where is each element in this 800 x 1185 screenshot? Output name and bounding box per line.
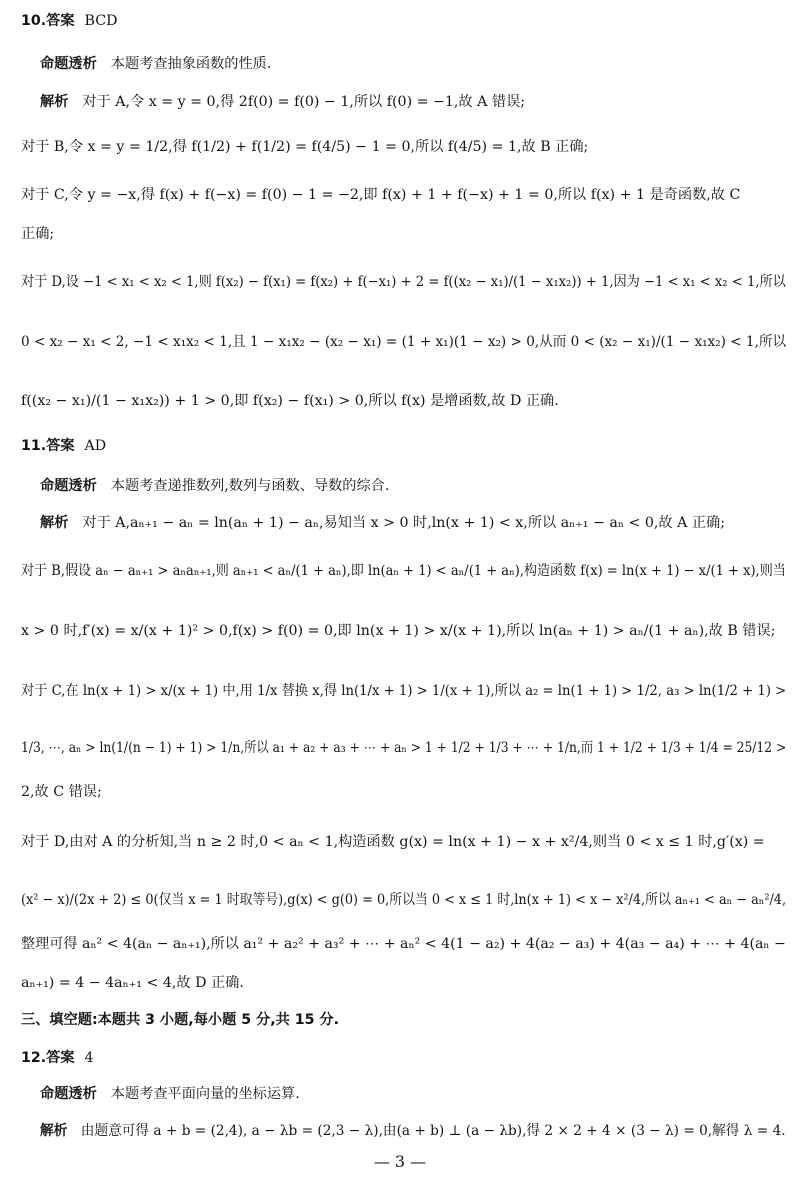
q12-line: 由题意可得 a + b = (2,4), a − λb = (2,3 − λ),由(a + b) ⊥ (a − λb),得 2 × 2 + 4 × (3 − λ) = 0,解得 λ = 4. <box>80 1123 786 1139</box>
q12-solution-line <box>40 1120 786 1142</box>
q11-line: 整理可得 aₙ² < 4(aₙ − aₙ₊₁),所以 a₁² + a₂² + a₃² + ⋯ + aₙ² < 4(1 − a₂) + 4(a₂ − a₃) + 4(a₃ − a₄) + ⋯ + 4(aₙ − <box>21 936 786 952</box>
page-number: — 3 — <box>373 1152 427 1171</box>
q10-answer-label: 答案 <box>46 13 75 29</box>
q10-intro-line <box>40 53 786 75</box>
q12-answer: 4 <box>84 1050 94 1066</box>
q10-solution-line-1 <box>40 91 786 113</box>
q12-solution-label: 解析 <box>40 1123 68 1139</box>
q11-intro-label: 命题透析 <box>40 478 97 494</box>
q10-answer: BCD <box>84 13 118 29</box>
q11-number: 11. <box>21 438 47 454</box>
q10-line: 正确; <box>21 226 55 242</box>
q10-line: f((x₂ − x₁)/(1 − x₁x₂)) + 1 > 0,即 f(x₂) − f(x₁) > 0,所以 f(x) 是增函数,故 D 正确. <box>21 393 559 409</box>
q11-line: 对于 C,在 ln(x + 1) > x/(x + 1) 中,用 1/x 替换 x,得 ln(1/x + 1) > 1/(x + 1),所以 a₂ = ln(1 + 1) > 1/2, a₃ > ln(1/2 + 1) > <box>21 683 787 699</box>
q10-line: 对于 A,令 x = y = 0,得 2f(0) = f(0) − 1,所以 f(0) = −1,故 A 错误; <box>82 94 526 110</box>
q11-answer-label: 答案 <box>46 438 75 454</box>
q10-number: 10. <box>21 13 47 29</box>
q11-line: 1/3, ⋯, aₙ > ln(1/(n − 1) + 1) > 1/n,所以 a₁ + a₂ + a₃ + ⋯ + aₙ > 1 + 1/2 + 1/3 + ⋯ + 1/n,而 1 + 1/2 + 1/3 + 1/4 = 25/12 > <box>21 740 787 756</box>
q11-solution-line-1 <box>40 512 786 534</box>
q10-solution-label: 解析 <box>40 94 69 110</box>
q11-line: 对于 B,假设 aₙ − aₙ₊₁ > aₙaₙ₊₁,则 aₙ₊₁ < aₙ/(1 + aₙ),即 ln(aₙ + 1) < aₙ/(1 + aₙ),构造函数 f(x) = ln(x + 1) − x/(1 + x),则当 <box>21 563 786 579</box>
section-heading-fill-in: 三、填空题:本题共 3 小题,每小题 5 分,共 15 分. <box>21 1012 339 1028</box>
q10-line: 对于 C,令 y = −x,得 f(x) + f(−x) = f(0) − 1 = −2,即 f(x) + 1 + f(−x) + 1 = 0,所以 f(x) + 1 是奇函数,故 C <box>21 187 741 203</box>
q12-answer-line <box>21 1047 786 1069</box>
q11-line: aₙ₊₁) = 4 − 4aₙ₊₁ < 4,故 D 正确. <box>21 975 244 991</box>
q10-intro: 本题考查抽象函数的性质. <box>110 56 272 72</box>
q12-intro-label: 命题透析 <box>40 1086 97 1102</box>
q11-intro-line <box>40 475 786 497</box>
q11-line: x > 0 时,f′(x) = x/(x + 1)² > 0,f(x) > f(0) = 0,即 ln(x + 1) > x/(x + 1),所以 ln(aₙ + 1) > aₙ/(1 + aₙ),故 B 错误; <box>21 623 776 639</box>
q10-intro-label: 命题透析 <box>40 56 97 72</box>
q11-solution-label: 解析 <box>40 515 69 531</box>
q12-number: 12. <box>21 1050 47 1066</box>
q11-line: 2,故 C 错误; <box>21 784 102 800</box>
q11-answer: AD <box>84 438 107 454</box>
q11-line: 对于 D,由对 A 的分析知,当 n ≥ 2 时,0 < aₙ < 1,构造函数 g(x) = ln(x + 1) − x + x²/4,则当 0 < x ≤ 1 时,g′(x) = <box>21 834 765 850</box>
q12-intro-line <box>40 1083 786 1105</box>
q12-answer-label: 答案 <box>46 1050 75 1066</box>
q10-line: 0 < x₂ − x₁ < 2, −1 < x₁x₂ < 1,且 1 − x₁x₂ − (x₂ − x₁) = (1 + x₁)(1 − x₂) > 0,从而 0 < (x₂ − x₁)/(1 − x₁x₂) < 1,所以 <box>21 334 787 350</box>
q11-answer-line <box>21 435 786 457</box>
q10-line: 对于 B,令 x = y = 1/2,得 f(1/2) + f(1/2) = f(4/5) − 1 = 0,所以 f(4/5) = 1,故 B 正确; <box>21 139 589 155</box>
q10-answer-line <box>21 10 786 32</box>
q12-intro: 本题考查平面向量的坐标运算. <box>110 1086 300 1102</box>
q10-line: 对于 D,设 −1 < x₁ < x₂ < 1,则 f(x₂) − f(x₁) = f(x₂) + f(−x₁) + 2 = f((x₂ − x₁)/(1 − x₁x₂)) + 1,因为 −1 < x₁ < x₂ < 1,所以 <box>21 274 786 290</box>
q11-intro: 本题考查递推数列,数列与函数、导数的综合. <box>110 478 390 494</box>
q11-line: 对于 A,aₙ₊₁ − aₙ = ln(aₙ + 1) − aₙ,易知当 x > 0 时,ln(x + 1) < x,所以 aₙ₊₁ − aₙ < 0,故 A 正确; <box>82 515 726 531</box>
q11-line: (x² − x)/(2x + 2) ≤ 0(仅当 x = 1 时取等号),g(x) < g(0) = 0,所以当 0 < x ≤ 1 时,ln(x + 1) < x − x²/4,所以 aₙ₊₁ < aₙ − aₙ²/4, <box>21 892 787 908</box>
